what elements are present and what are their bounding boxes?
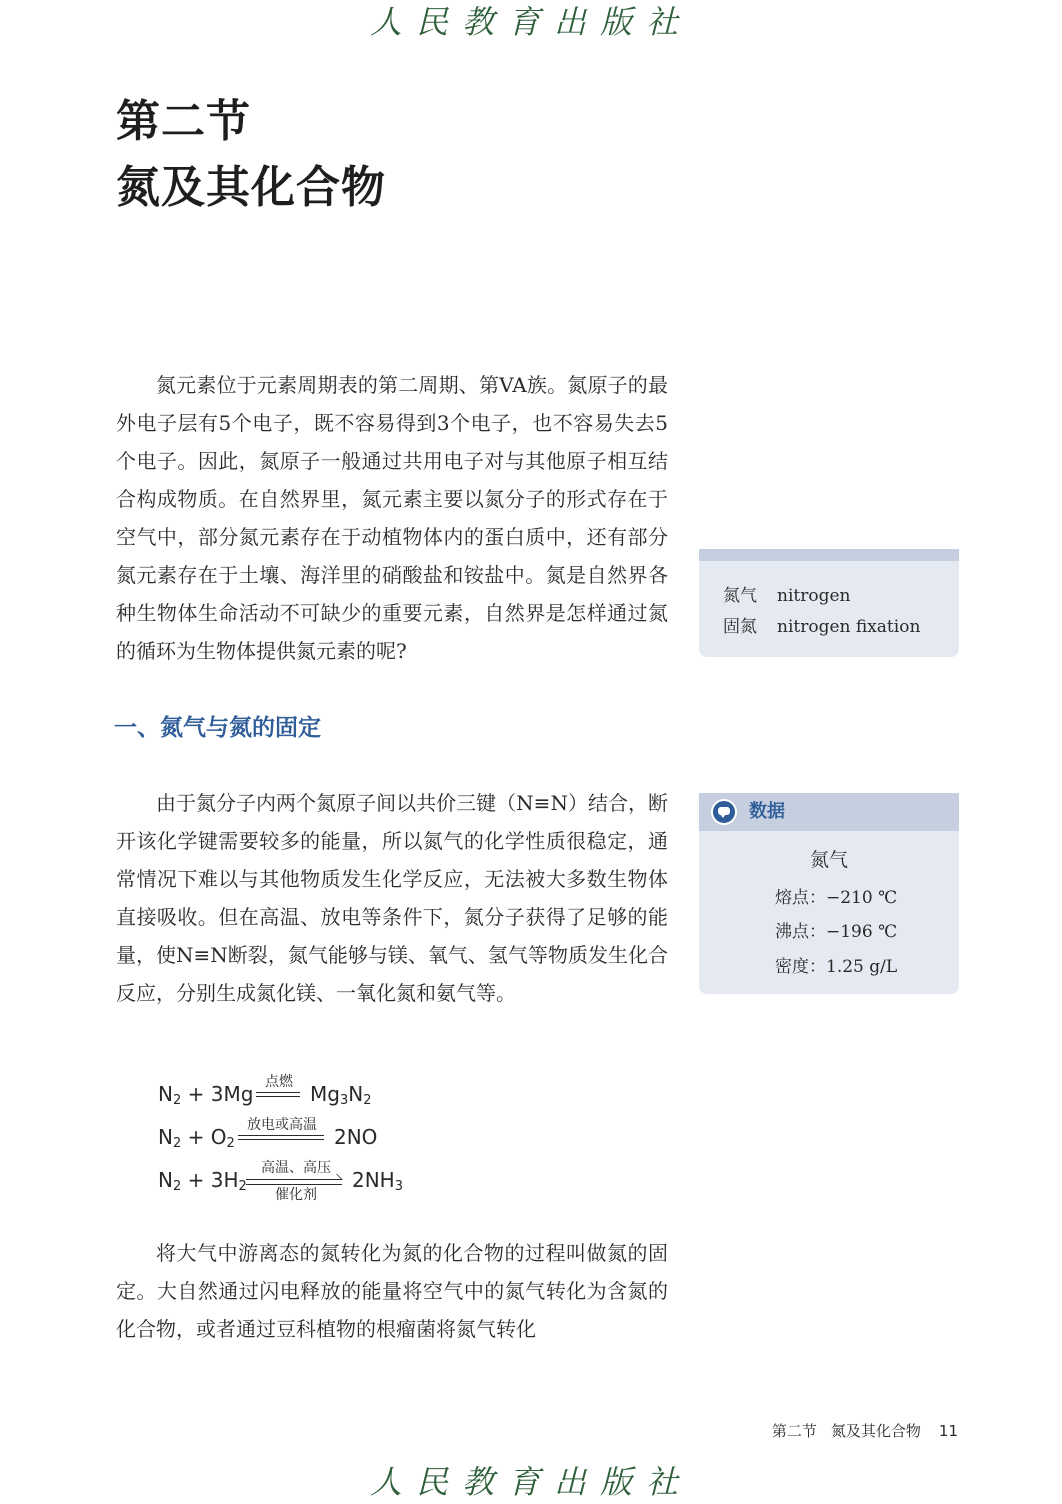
nitrogen-stability-paragraph: 由于氮分子内两个氮原子间以共价三键（N≡N）结合，断开该化学键需要较多的能量，所以氮气的化学性质很稳定，通常情况下难以与其他物质发生化学反应，无法被大多数生物体直接吸收。但在高温、放电等条件下，氮分子获得了足够的能量，使N≡N断裂，氮气能够与镁、氧气、氢气等物质发生化合反应，分别生成氮化镁、一氧化氮和氨气等。 xyxy=(116,791,668,1005)
density: 密度：1.25 g/L xyxy=(775,957,898,977)
section-heading: 一、氮气与氮的固定 xyxy=(114,715,321,741)
intro-paragraph: 氮元素位于元素周期表的第二周期、第VA族。氮原子的最外电子层有5个电子，既不容易得到3个电子，也不容易失去5个电子。因此，氮原子一般通过共用电子对与其他原子相互结合构成物质。在自然界里，氮元素主要以氮分子的形式存在于空气中，部分氮元素存在于动植物体内的蛋白质中，还有部分氮元素存在于土壤、海洋里的硝酸盐和铵盐中。氮是自然界各种生物体生命活动不可缺少的重要元素，自然界是怎样通过氮的循环为生物体提供氮元素的呢? xyxy=(116,373,668,663)
equation-products: $Mg_3N_2$ xyxy=(310,1082,372,1108)
comment-bubble-icon xyxy=(711,799,737,825)
reversible-arrow-backward xyxy=(246,1184,342,1185)
condition-top: 点燃 xyxy=(265,1074,293,1090)
vocabulary-box xyxy=(699,549,959,657)
vocab-row xyxy=(723,584,850,608)
condition-top: 放电或高温 xyxy=(247,1117,317,1133)
vocab-term-zh: 氮气 xyxy=(723,586,757,606)
vocab-term-en: nitrogen fixation xyxy=(777,617,921,637)
equation-reactants: $N_2 + O_2$ xyxy=(158,1125,235,1151)
vocab-row xyxy=(723,615,920,639)
boiling-point: 沸点：−196 ℃ xyxy=(775,922,898,942)
equation-products: 2NO xyxy=(334,1125,378,1149)
equation-reactants: $N_2 + 3H_2$ xyxy=(158,1168,247,1194)
footer-title: 氮及其化合物 xyxy=(830,1422,921,1440)
page-number: 11 xyxy=(938,1422,958,1440)
equals-line xyxy=(238,1135,324,1136)
publisher-logo-bottom: 人民教育出版社 xyxy=(369,1463,692,1501)
equals-line xyxy=(238,1139,324,1140)
data-box-subject: 氮气 xyxy=(809,849,848,871)
publisher-logo-top: 人民教育出版社 xyxy=(369,3,692,41)
fixation-paragraph: 将大气中游离态的氮转化为氮的化合物的过程叫做氮的固定。大自然通过闪电释放的能量将空气中的氮气转化为含氮的化合物，或者通过豆科植物的根瘤菌将氮气转化 xyxy=(116,1241,668,1341)
page-footer xyxy=(772,1420,958,1442)
footer-section: 第二节 xyxy=(771,1422,817,1440)
equation-n2-h2 xyxy=(158,1160,418,1203)
data-box-label: 数据 xyxy=(749,801,785,822)
data-box xyxy=(699,793,959,994)
equation-products: $2NH_3$ xyxy=(352,1168,404,1194)
section-title: 氮及其化合物 xyxy=(116,162,386,213)
equation-reactants: $N_2 + 3Mg$ xyxy=(158,1082,254,1108)
section-number: 第二节 xyxy=(116,96,251,147)
equation-n2-o2 xyxy=(158,1117,418,1157)
equals-line xyxy=(256,1092,300,1093)
vocabulary-box-header xyxy=(699,549,959,561)
data-box-header xyxy=(699,793,959,831)
equals-line xyxy=(256,1096,300,1097)
vocab-term-zh: 固氮 xyxy=(723,617,757,637)
condition-top: 高温、高压 xyxy=(261,1160,331,1176)
melting-point: 熔点：−210 ℃ xyxy=(775,888,898,908)
vocab-term-en: nitrogen xyxy=(777,586,851,606)
reversible-arrow-forward xyxy=(246,1179,342,1180)
condition-bottom: 催化剂 xyxy=(275,1187,317,1203)
equation-n2-mg xyxy=(158,1074,418,1114)
